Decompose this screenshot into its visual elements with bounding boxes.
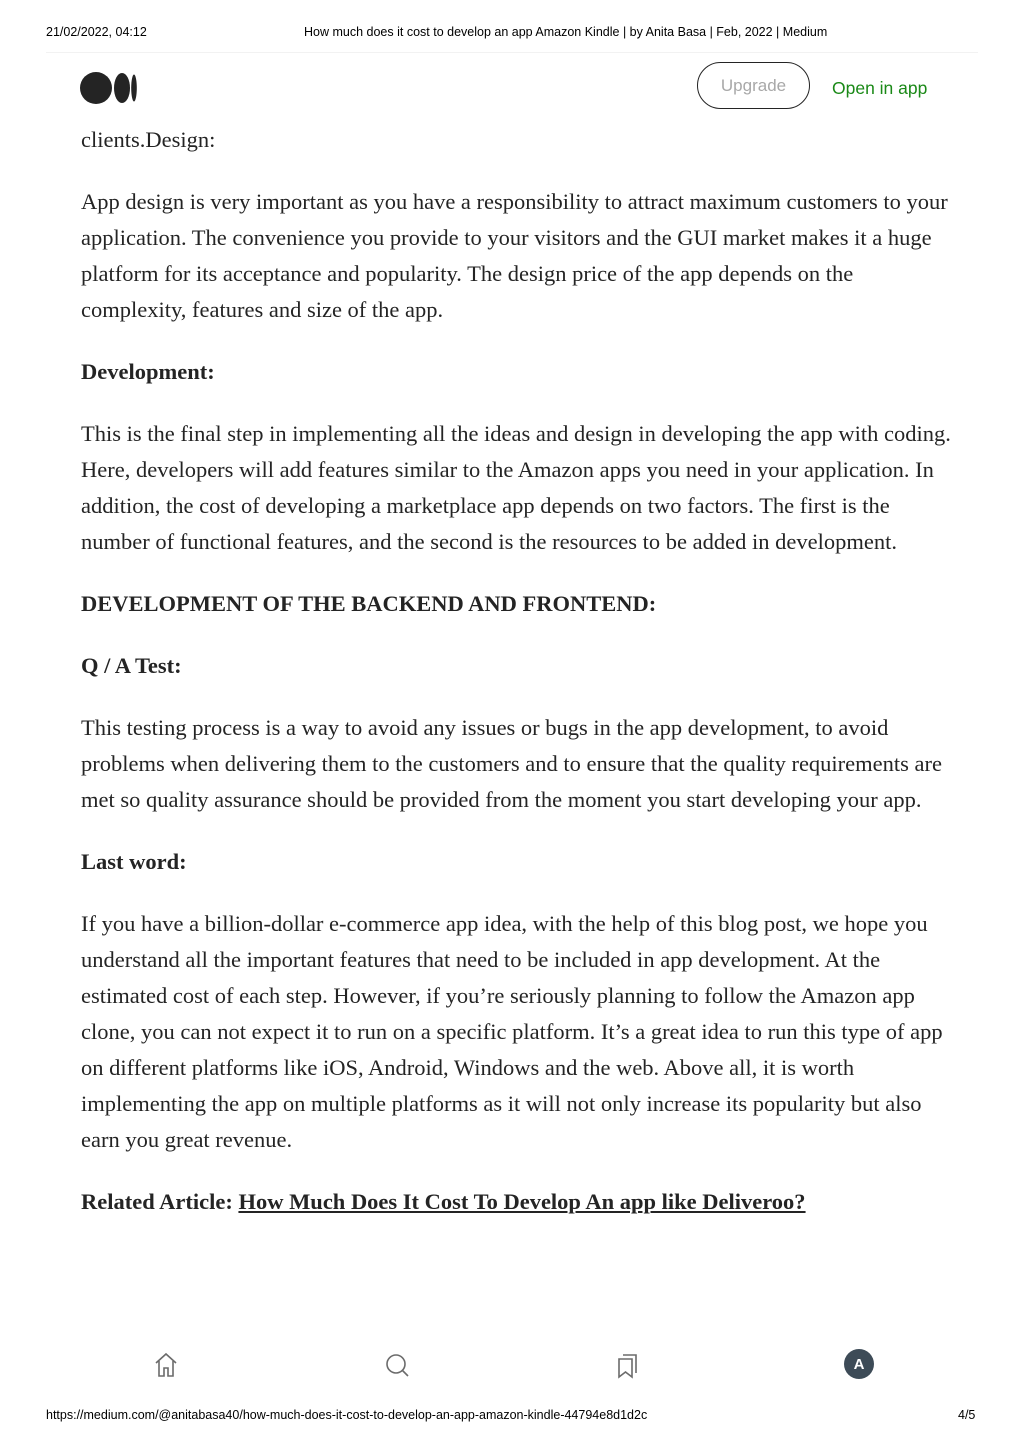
- paragraph: App design is very important as you have a responsibility to attract maximum customers to your application. The convenience you provide to your visitors and the GUI market makes it a huge platform for its acceptance and popularity. The design price of the app depends on the complexity, features and size of the app.: [81, 189, 948, 322]
- top-bar: [46, 52, 978, 125]
- paragraph: This testing process is a way to avoid any issues or bugs in the app development, to avoid problems when delivering them to the customers and to ensure that the quality requirements are met so quality assurance should be provided from the moment you start developing your app.: [81, 715, 942, 812]
- section-heading-backend-frontend: DEVELOPMENT OF THE BACKEND AND FRONTEND:: [81, 591, 657, 616]
- section-heading-development: Development:: [81, 359, 215, 384]
- open-in-app-link[interactable]: Open in app: [832, 78, 928, 98]
- home-icon[interactable]: [150, 1349, 182, 1381]
- paragraph: clients.Design:: [81, 127, 216, 152]
- related-article-link[interactable]: How Much Does It Cost To Develop An app like Deliveroo?: [238, 1189, 806, 1214]
- avatar[interactable]: A: [844, 1349, 874, 1379]
- bottom-navigation: [46, 1345, 978, 1385]
- print-page-number: 4/5: [958, 1408, 976, 1422]
- medium-logo-icon[interactable]: [80, 71, 140, 105]
- section-heading-last-word: Last word:: [81, 849, 187, 874]
- paragraph: This is the final step in implementing all the ideas and design in developing the app with coding. Here, developers will add features similar to the Amazon apps you need in your application. In addition, the cost of developing a marketplace app depends on two factors. The first is the number of functional features, and the second is the resources to be added in development.: [81, 421, 951, 554]
- print-datetime: 21/02/2022, 04:12: [46, 25, 147, 39]
- related-article-label: Related Article:: [81, 1189, 233, 1214]
- search-icon[interactable]: [381, 1349, 413, 1381]
- print-url: https://medium.com/@anitabasa40/how-much-does-it-cost-to-develop-an-app-amazon-kindle-44794e8d1d2c: [46, 1408, 648, 1422]
- print-page-title: How much does it cost to develop an app Amazon Kindle | by Anita Basa | Feb, 2022 | Medium: [304, 25, 828, 39]
- print-footer: [0, 1408, 1024, 1424]
- paragraph: If you have a billion-dollar e-commerce app idea, with the help of this blog post, we hope you understand all the important features that need to be included in app development. At the estimated cost of each step. However, if you’re seriously planning to follow the Amazon app clone, you can not expect it to run on a specific platform. It’s a great idea to run this type of app on different platforms like iOS, Android, Windows and the web. Above all, it is worth implementing the app on multiple platforms as it will not only increase its popularity but also earn you great revenue.: [81, 911, 943, 1152]
- bookmarks-icon[interactable]: [612, 1349, 644, 1381]
- print-header: [0, 25, 1024, 41]
- upgrade-button[interactable]: Upgrade: [697, 62, 810, 109]
- article-body: [81, 122, 951, 1246]
- section-heading-qa-test: Q / A Test:: [81, 653, 182, 678]
- related-article: [81, 1184, 951, 1220]
